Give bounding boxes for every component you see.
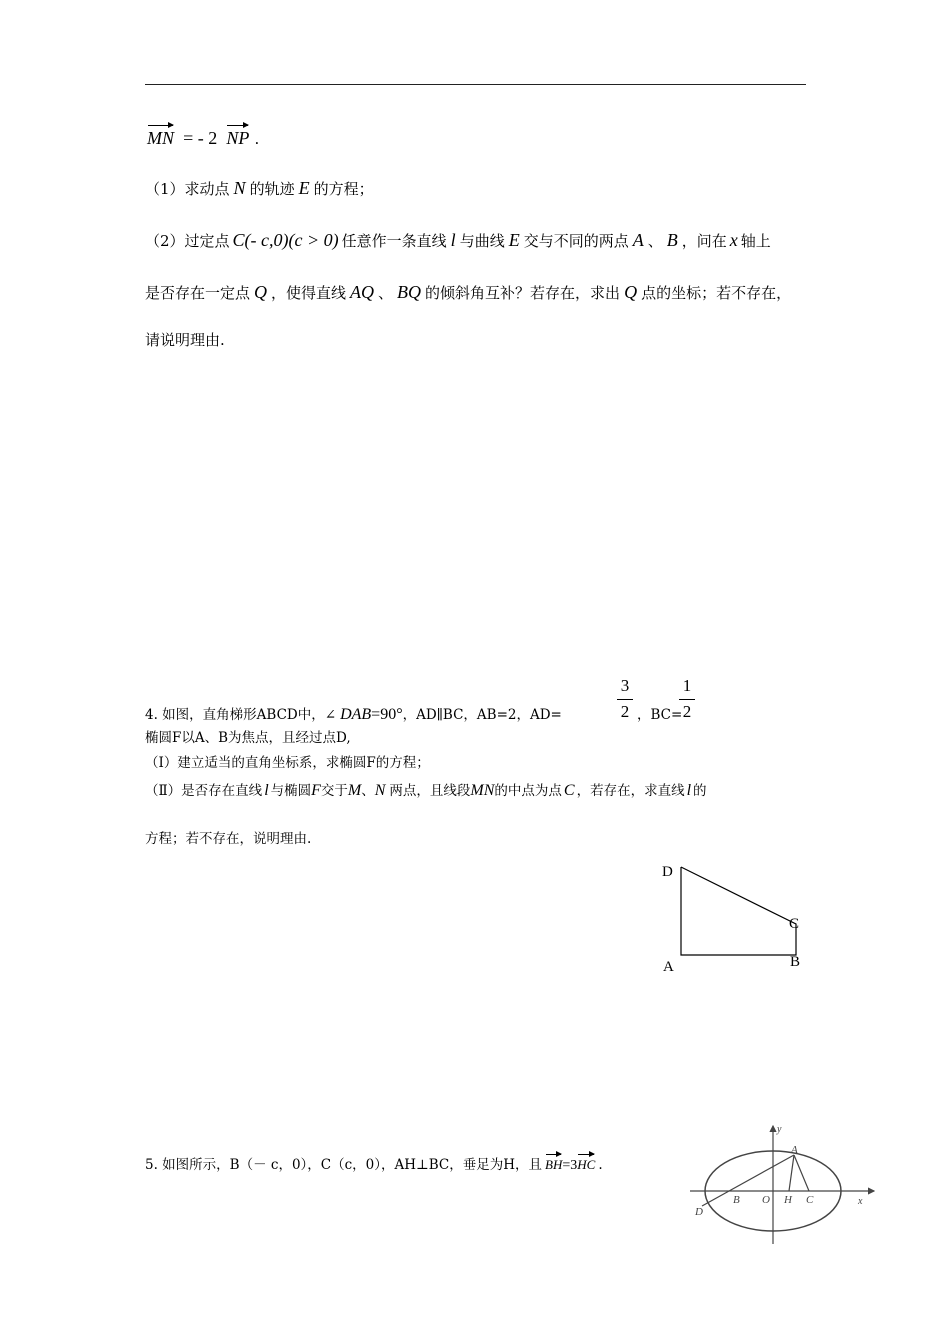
- fraction-ad: 3 2: [617, 676, 633, 722]
- label-d: D: [695, 1206, 703, 1218]
- question-2-line-3: 请说明理由.: [145, 331, 225, 349]
- vector-np: NP: [226, 128, 250, 148]
- problem-4-line-5: 方程；若不存在，说明理由.: [145, 831, 312, 847]
- segment-ah: [789, 1155, 794, 1191]
- problem-4-part-2: （Ⅱ）是否存在直线 l 与椭圆F交于M、N 两点，且线段MN的中点为点 C ，若存在，求直线 l 的: [145, 782, 707, 799]
- header-rule: [145, 84, 806, 85]
- label-x: x: [858, 1196, 863, 1207]
- label-o: O: [762, 1194, 770, 1206]
- ellipse-figure: [688, 1120, 888, 1248]
- label-a: A: [791, 1144, 798, 1156]
- trapezoid-figure: [655, 855, 815, 980]
- label-c: C: [806, 1194, 814, 1206]
- problem-4-line-1: 4. 如图，直角梯形ABCD中，∠ DAB=90°，AD∥BC，AB=2，AD=: [145, 706, 562, 723]
- trapezoid-outline: [681, 867, 796, 955]
- vertex-b: B: [790, 954, 801, 970]
- segment-ac: [794, 1155, 809, 1191]
- label-h: H: [784, 1194, 792, 1206]
- vertex-c: C: [789, 916, 800, 932]
- question-1: （1）求动点 N 的轨迹 E 的方程；: [145, 178, 374, 198]
- label-y: y: [777, 1124, 782, 1135]
- vertex-a: A: [663, 959, 674, 975]
- vector-mn: MN: [147, 128, 174, 148]
- problem-5-text: 5. 如图所示，B（－ c，0），C（c，0），AH⊥BC，垂足为H，且 BH=3HC .: [145, 1157, 603, 1173]
- fraction-bc: 1 2: [679, 676, 695, 722]
- question-2-line-2: 是否存在一定点 Q ，使得直线 AQ 、 BQ 的倾斜角互补？若存在，求出 Q 点的坐标；若不存在，: [145, 282, 792, 302]
- segment-da: [702, 1155, 794, 1206]
- problem-4-part-1: （Ⅰ）建立适当的直角坐标系，求椭圆F的方程；: [145, 755, 430, 771]
- vector-equation: MN = - 2 NP .: [147, 128, 260, 148]
- vertex-d: D: [662, 864, 673, 880]
- question-2-line-1: （2）过定点 C(- c,0)(c > 0) 任意作一条直线 l 与曲线 E 交与不同的两点 A 、 B ，问在 x 轴上: [145, 230, 771, 250]
- problem-4-line-2: 椭圆F以A、B为焦点，且经过点D,: [145, 730, 351, 746]
- label-b: B: [733, 1194, 740, 1206]
